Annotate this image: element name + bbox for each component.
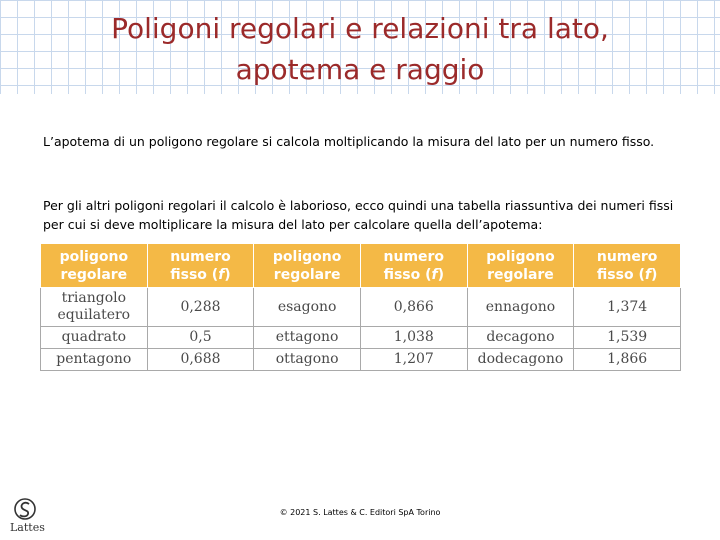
header-number-2: numero fisso (f) [360,244,467,288]
polygon-cell: dodecagono [467,349,574,371]
title-line-1: Poligoni regolari e relazioni tra lato, [111,12,609,45]
number-cell: 0,866 [360,288,467,327]
table-header-row [41,244,681,288]
number-cell: 1,539 [574,327,681,349]
polygon-cell: ettagono [254,327,361,349]
polygon-cell: ottagono [254,349,361,371]
content-area [0,94,720,540]
header-polygon-3: poligono regolare [467,244,574,288]
number-cell: 0,288 [147,288,254,327]
number-cell: 1,374 [574,288,681,327]
polygon-cell: decagono [467,327,574,349]
copyright-footer: © 2021 S. Lattes & C. Editori SpA Torino [279,508,441,517]
fixed-numbers-table [40,243,681,371]
header-polygon-1: poligono regolare [41,244,148,288]
number-cell: 1,207 [360,349,467,371]
table-row [41,327,681,349]
logo-label: Lattes [10,521,45,534]
number-cell: 0,5 [147,327,254,349]
number-cell: 1,038 [360,327,467,349]
paragraph-intro: L’apotema di un poligono regolare si calcola moltiplicando la misura del lato per un numero fisso. [43,134,655,149]
polygon-cell: triangolo equilatero [41,288,148,327]
header-number-1: numero fisso (f) [147,244,254,288]
polygon-cell: pentagono [41,349,148,371]
page-title [0,8,720,90]
polygon-cell: esagono [254,288,361,327]
table-row [41,288,681,327]
header-number-3: numero fisso (f) [574,244,681,288]
number-cell: 0,688 [147,349,254,371]
polygon-cell: quadrato [41,327,148,349]
paragraph-table-intro: Per gli altri poligoni regolari il calcolo è laborioso, ecco quindi una tabella riassuntiva dei numeri fissi per cui si deve moltiplicare la misura del lato per calcolare quella dell’apotema: [43,198,674,232]
polygon-cell: ennagono [467,288,574,327]
title-line-2: apotema e raggio [235,53,485,86]
header-polygon-2: poligono regolare [254,244,361,288]
number-cell: 1,866 [574,349,681,371]
table-row [41,349,681,371]
